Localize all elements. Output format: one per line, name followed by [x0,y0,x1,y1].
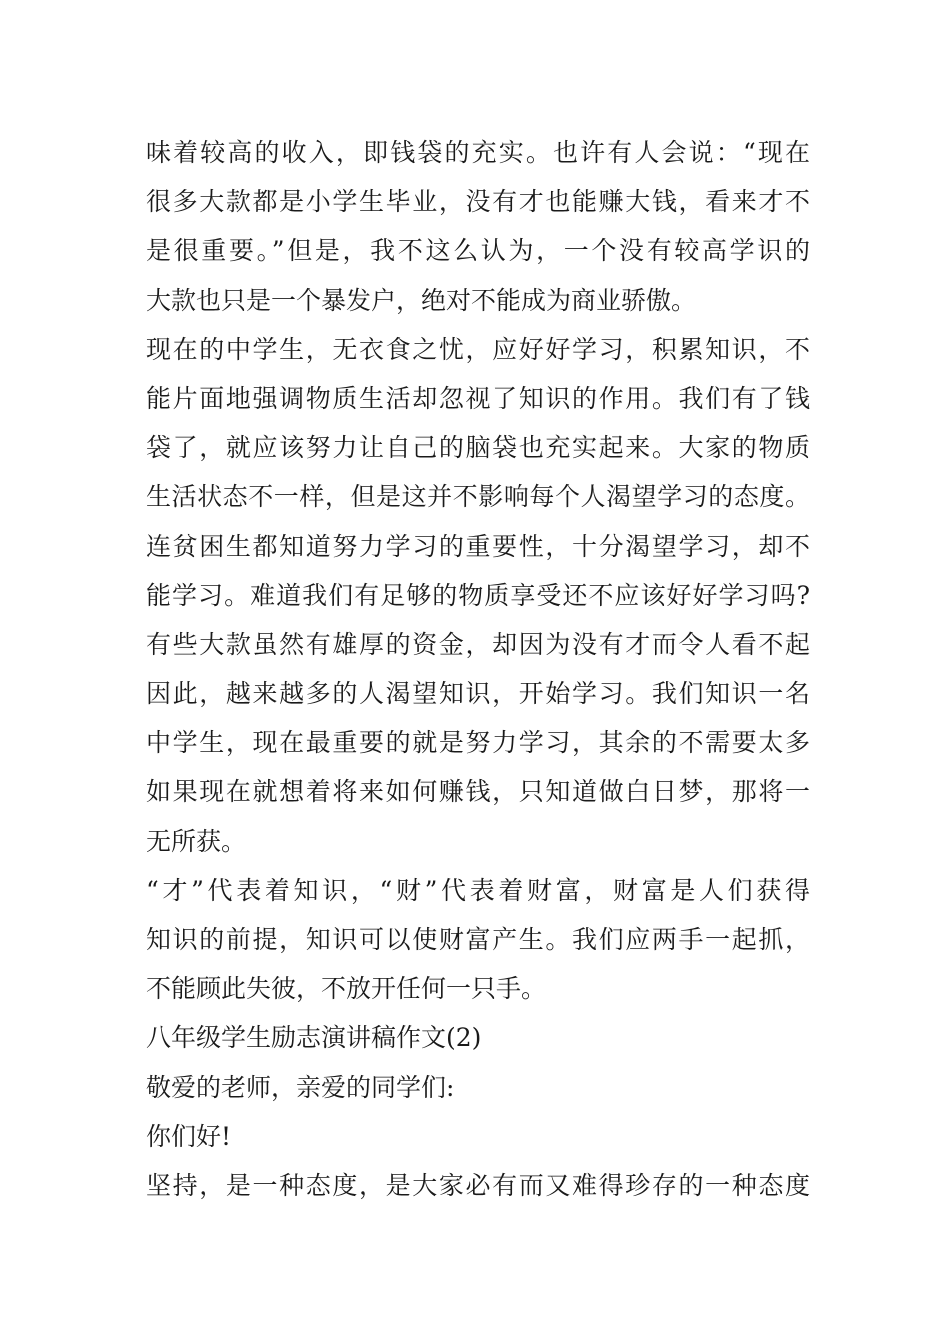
text-line: 有些大款虽然有雄厚的资金，却因为没有才而令人看不起 [146,629,810,659]
text-line: 不能顾此失彼，不放开任何一只手。 [146,974,547,1004]
salutation: 敬爱的老师，亲爱的同学们: [146,1072,455,1102]
text-line: 袋了，就应该努力让自己的脑袋也充实起来。大家的物质 [146,433,810,463]
section-heading: 八年级学生励志演讲稿作文(2) [146,1023,482,1053]
greeting: 你们好! [146,1121,232,1151]
text-line: 是很重要。”但是，我不这么认为，一个没有较高学识的 [146,236,810,266]
text-line: 连贫困生都知道努力学习的重要性，十分渴望学习，却不 [146,531,810,561]
text-line: 现在的中学生，无衣食之忧，应好好学习，积累知识，不 [146,334,810,364]
text-line: 坚持，是一种态度，是大家必有而又难得珍存的一种态度 [146,1170,810,1200]
text-line: 很多大款都是小学生毕业，没有才也能赚大钱，看来才不 [146,187,810,217]
text-line: 大款也只是一个暴发户，绝对不能成为商业骄傲。 [146,285,697,315]
text-line: “才”代表着知识，“财”代表着财富，财富是人们获得 [146,875,810,905]
text-line: 如果现在就想着将来如何赚钱，只知道做白日梦，那将一 [146,777,810,807]
text-line: 味着较高的收入，即钱袋的充实。也许有人会说：“现在 [146,138,810,167]
text-line: 无所获。 [146,826,247,856]
text-line: 能学习。难道我们有足够的物质享受还不应该好好学习吗? [146,580,810,610]
text-line: 能片面地强调物质生活却忽视了知识的作用。我们有了钱 [146,383,810,413]
text-line: 因此，越来越多的人渴望知识，开始学习。我们知识一名 [146,679,810,709]
text-line: 知识的前提，知识可以使财富产生。我们应两手一起抓， [146,925,810,954]
text-line: 中学生，现在最重要的就是努力学习，其余的不需要太多 [146,728,810,758]
text-line: 生活状态不一样，但是这并不影响每个人渴望学习的态度。 [146,482,810,512]
document-body [146,128,810,1210]
